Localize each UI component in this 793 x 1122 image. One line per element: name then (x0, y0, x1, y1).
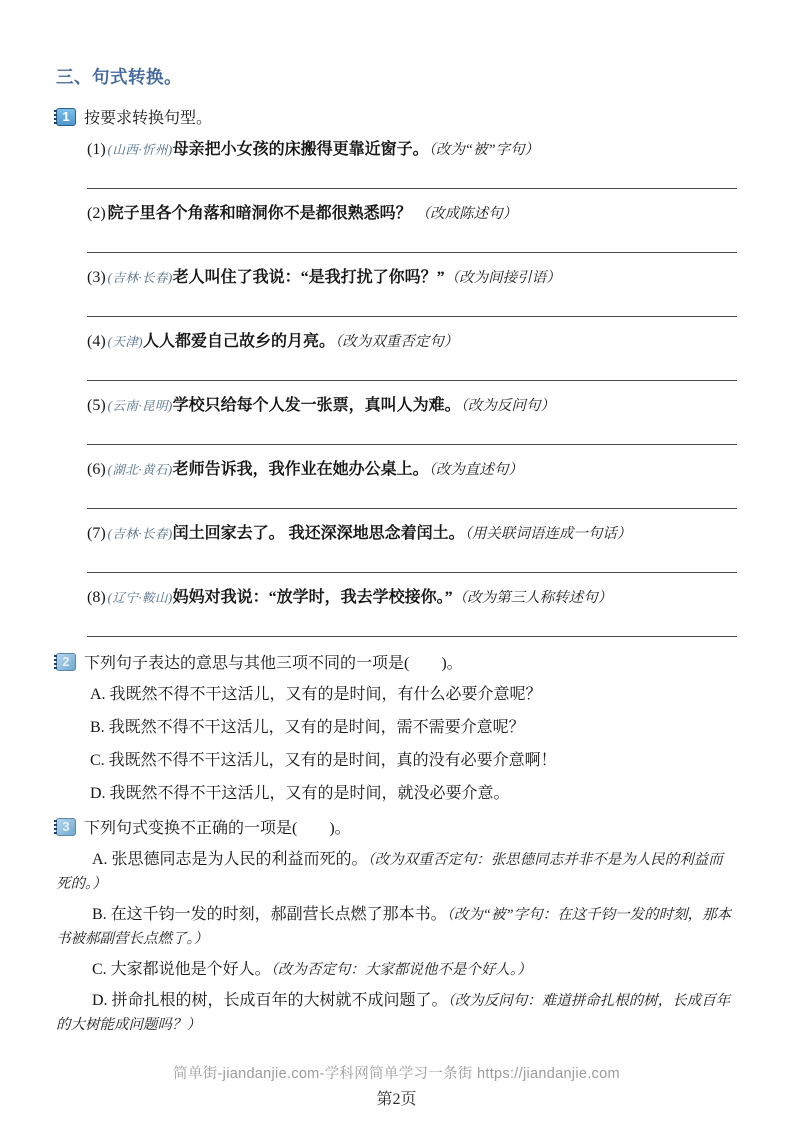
option-instruction: （改为反问句：难道拼命扎根的树，长成百年的大树能成问题吗？） (56, 993, 731, 1033)
item-number: (4) (87, 333, 106, 350)
item-text: 闰土回家去了。 我还深深地思念着闰土。 (172, 525, 465, 542)
region-label: (云南·昆明) (107, 399, 173, 413)
option-a: A. 我既然不得不干这活儿，又有的是时间，有什么必要介意呢？ (90, 686, 542, 703)
answer-blank-line (87, 316, 737, 317)
sub-question-1 (87, 138, 737, 189)
item-text: 母亲把小女孩的床搬得更靠近窗子。 (172, 141, 429, 158)
item-text: 学校只给每个人发一张票，真叫人为难。 (172, 397, 461, 414)
item-number: (6) (87, 461, 106, 478)
question-3-options (56, 848, 737, 1037)
answer-blank-line (87, 636, 737, 637)
option-b: B. 在这千钧一发的时刻，郝副营长点燃了那本书。（改为“被”字句：在这千钧一发的时刻，那本书被郝副营长点燃了。） (56, 906, 732, 947)
sub-question-2 (87, 202, 737, 253)
question-1-header (56, 105, 737, 128)
item-text: 老人叫住了我说：“是我打扰了你吗？” (172, 269, 445, 286)
option-instruction: （改为否定句：大家都说他不是个好人。） (270, 962, 532, 978)
item-instruction: （改为第三人称转述句） (452, 590, 613, 606)
region-label: (天津) (107, 335, 143, 349)
question-1-title: 按要求转换句型。 (84, 110, 213, 127)
item-number: (8) (87, 589, 106, 606)
item-text: 妈妈对我说：“放学时，我去学校接你。” (172, 589, 453, 606)
item-instruction: （用关联词语连成一句话） (464, 526, 632, 542)
item-number: (2) (87, 205, 106, 222)
question-2-stem: 下列句子表达的意思与其他三项不同的一项是( )。 (84, 655, 463, 672)
answer-blank-line (87, 188, 737, 189)
answer-blank-line (87, 380, 737, 381)
region-label: (吉林·长春) (107, 271, 173, 285)
item-number: (3) (87, 269, 106, 286)
option-a: A. 张思德同志是为人民的利益而死的。（改为双重否定句：张思德同志并非不是为人民的利益而死的。） (56, 851, 723, 892)
item-instruction: （改为直述句） (428, 462, 523, 478)
answer-blank-line (87, 572, 737, 573)
option-b: B. 我既然不得不干这活儿，又有的是时间，需不需要介意呢？ (90, 719, 525, 736)
question-3 (56, 815, 737, 1037)
answer-blank-line (87, 444, 737, 445)
question-3-stem: 下列句式变换不正确的一项是( )。 (84, 820, 351, 837)
question-1-badge: 1 (56, 108, 76, 126)
sub-question-6 (87, 458, 737, 509)
region-label: (山西·忻州) (107, 143, 173, 157)
item-number: (1) (87, 141, 106, 158)
item-text: 老师告诉我，我作业在她办公桌上。 (172, 461, 429, 478)
item-number: (5) (87, 397, 106, 414)
sub-question-4 (87, 330, 737, 381)
item-instruction: （改为间接引语） (444, 270, 561, 286)
question-2 (56, 650, 737, 806)
item-instruction: （改成陈述句） (415, 206, 518, 222)
item-instruction: （改为反问句） (460, 398, 555, 414)
region-label: (吉林·长春) (107, 527, 173, 541)
question-3-badge: 3 (56, 818, 76, 836)
sub-question-3 (87, 266, 737, 317)
sub-question-5 (87, 394, 737, 445)
page-number: 第2页 (376, 1091, 417, 1108)
option-c: C. 大家都说他是个好人。（改为否定句：大家都说他不是个好人。） (92, 961, 532, 978)
option-c: C. 我既然不得不干这活儿，又有的是时间，真的没有必要介意啊！ (90, 752, 557, 769)
option-instruction: （改为“被”字句：在这千钧一发的时刻，那本书被郝副营长点燃了。） (56, 907, 732, 947)
item-instruction: （改为双重否定句） (335, 334, 459, 350)
option-instruction: （改为双重否定句：张思德同志并非不是为人民的利益而死的。） (56, 852, 723, 892)
footer-watermark: 简单街-jiandanjie.com-学科网简单学习一条街 https://jiandanjie.com (173, 1066, 620, 1082)
question-2-badge: 2 (56, 653, 76, 671)
sub-question-7 (87, 522, 737, 573)
answer-blank-line (87, 252, 737, 253)
region-label: (辽宁·鞍山) (107, 591, 173, 605)
option-d: D. 拼命扎根的树，长成百年的大树就不成问题了。（改为反问句：难道拼命扎根的树，长成百年的大树能成问题吗？） (56, 992, 731, 1033)
option-d: D. 我既然不得不干这活儿，又有的是时间，就没必要介意。 (90, 785, 510, 802)
sub-question-8 (87, 586, 737, 637)
item-text: 人人都爱自己故乡的月亮。 (142, 333, 335, 350)
section-title: 三、句式转换。 (56, 67, 182, 87)
item-instruction: （改为“被”字句） (428, 142, 540, 158)
item-number: (7) (87, 525, 106, 542)
region-label: (湖北·黄石) (107, 463, 173, 477)
item-text: 院子里各个角落和暗洞你不是都很熟悉吗？ (107, 205, 412, 222)
question-2-options (90, 683, 737, 806)
answer-blank-line (87, 508, 737, 509)
